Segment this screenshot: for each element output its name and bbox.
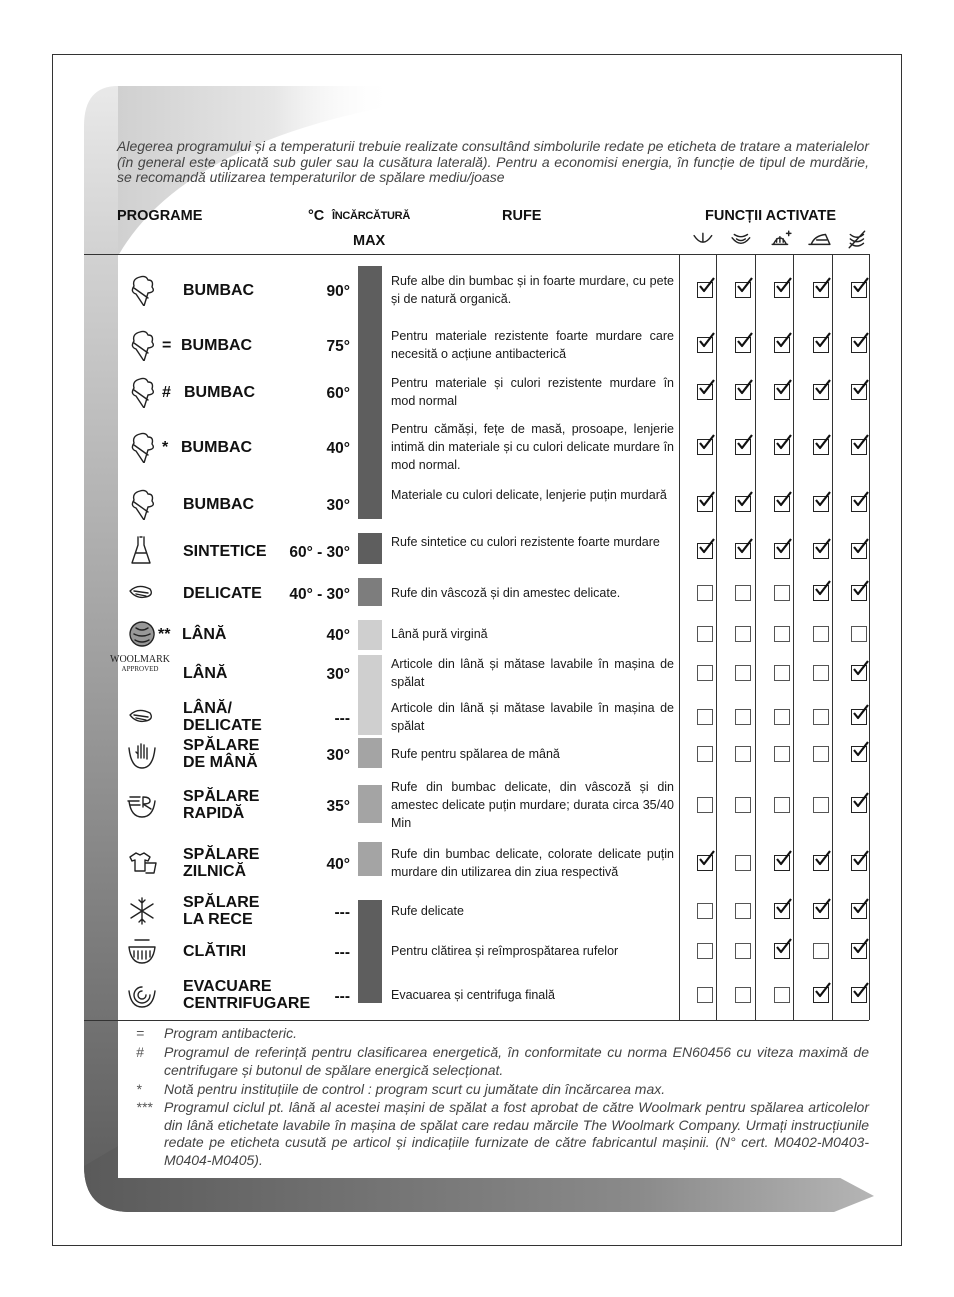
header-programe: PROGRAME [117, 208, 203, 224]
checkmark-icon [851, 792, 871, 812]
footnote-symbol: = [136, 1025, 145, 1041]
checkmark-icon [851, 982, 871, 1002]
function-checkbox-checked [774, 543, 790, 559]
program-description: Rufe din bumbac delicate, colorate delicate puțin murdare din utilizarea din ziua respectivă [391, 847, 674, 879]
checkmark-icon [774, 379, 794, 399]
function-checkbox-checked [735, 337, 751, 353]
function-checkbox-checked [813, 337, 829, 353]
function-checkbox-empty [774, 709, 790, 725]
program-temperature: 30° [326, 747, 350, 764]
checkmark-icon [851, 704, 871, 724]
program-description: Articole din lână și mătase lavabile în mașina de spălat [391, 657, 674, 689]
function-checkbox-empty [774, 746, 790, 762]
program-description: Pentru clătirea și reîmprospătarea rufelor [391, 944, 619, 958]
checkmark-icon [813, 491, 833, 511]
program-temperature: 60° - 30° [289, 544, 350, 561]
header-load-max: MAX [353, 233, 386, 249]
function-checkbox-empty [735, 746, 751, 762]
checkmark-icon [851, 580, 871, 600]
program-description: Rufe sintetice cu culori rezistente foarte murdare [391, 535, 660, 549]
program-temperature: 30° [326, 666, 350, 683]
function-checkbox-empty [774, 797, 790, 813]
program-row [0, 416, 954, 478]
function-checkbox-checked [735, 384, 751, 400]
cotton-icon [126, 274, 158, 306]
program-description: Pentru materiale rezistente foarte murdare care necesită o acțiune antibacterică [391, 329, 674, 361]
program-description: Pentru cămăși, fețe de masă, prosoape, lenjerie intimă din materiale și cu culori delicate murdare în mod normal. [391, 422, 674, 472]
checkmark-icon [697, 277, 717, 297]
checkmark-icon [813, 898, 833, 918]
checkmark-icon [851, 379, 871, 399]
checkmark-icon [851, 898, 871, 918]
function-checkbox-checked [735, 439, 751, 455]
checkmark-icon [735, 277, 755, 297]
function-checkbox-checked [774, 439, 790, 455]
function-checkbox-empty [774, 987, 790, 1003]
function-checkbox-empty [774, 585, 790, 601]
program-row [0, 776, 954, 834]
program-name: EVACUARE CENTRIFUGARE [183, 978, 311, 1012]
daily-icon [126, 847, 158, 879]
table-top-rule [84, 254, 869, 255]
program-name: BUMBAC [181, 438, 253, 456]
program-row [0, 972, 954, 1018]
program-description: Evacuarea și centrifuga finală [391, 988, 555, 1002]
program-description: Materiale cu culori delicate, lenjerie puțin murdară [391, 488, 667, 502]
delicate-icon [126, 701, 158, 733]
program-temperature: --- [334, 904, 350, 921]
program-mark: * [162, 438, 169, 456]
program-description: Rufe albe din bumbac și in foarte murdare, cu pete și de natură organică. [391, 274, 674, 306]
function-checkbox-empty [735, 943, 751, 959]
header-functii: FUNCȚII ACTIVATE [705, 208, 837, 224]
program-name: SPĂLARE ZILNICĂ [183, 846, 260, 880]
function-checkbox-empty [735, 797, 751, 813]
program-name: BUMBAC [183, 495, 255, 513]
function-checkbox-empty [697, 585, 713, 601]
function-checkbox-checked [774, 384, 790, 400]
function-checkbox-checked [851, 496, 867, 512]
function-checkbox-checked [851, 585, 867, 601]
function-checkbox-checked [697, 282, 713, 298]
program-row [0, 838, 954, 888]
function-checkbox-empty [813, 746, 829, 762]
checkmark-icon [851, 938, 871, 958]
cotton-icon [126, 376, 158, 408]
checkmark-icon [774, 491, 794, 511]
checkmark-icon [851, 434, 871, 454]
prewash-icon [691, 229, 717, 251]
program-temperature: --- [334, 710, 350, 727]
handwash-icon [126, 738, 158, 770]
function-checkbox-checked [813, 282, 829, 298]
program-row [0, 262, 954, 318]
program-temperature: 75° [326, 338, 350, 355]
checkmark-icon [735, 379, 755, 399]
checkmark-icon [813, 982, 833, 1002]
checkmark-icon [851, 538, 871, 558]
function-checkbox-checked [774, 943, 790, 959]
checkmark-icon [697, 379, 717, 399]
program-temperature: --- [334, 944, 350, 961]
function-checkbox-empty [735, 585, 751, 601]
program-mark: ** [158, 625, 171, 643]
header-rufe: RUFE [502, 208, 542, 224]
function-checkbox-checked [851, 384, 867, 400]
checkmark-icon [697, 850, 717, 870]
program-row [0, 737, 954, 771]
checkmark-icon [774, 434, 794, 454]
footnote-symbol: *** [136, 1099, 153, 1115]
function-checkbox-empty [697, 626, 713, 642]
woolmark-icon [110, 654, 170, 673]
function-checkbox-empty [735, 665, 751, 681]
function-checkbox-checked [851, 987, 867, 1003]
footnote-text: Notă pentru instituțiile de control : program scurt cu jumătate din încărcarea max. [164, 1081, 666, 1097]
program-name: CLĂTIRI [183, 942, 247, 960]
function-checkbox-checked [697, 384, 713, 400]
function-checkbox-checked [813, 987, 829, 1003]
checkmark-icon [774, 332, 794, 352]
function-checkbox-checked [851, 337, 867, 353]
program-temperature: --- [334, 988, 350, 1005]
function-checkbox-checked [813, 585, 829, 601]
function-checkbox-checked [813, 496, 829, 512]
cold-icon [126, 895, 158, 927]
function-checkbox-checked [851, 282, 867, 298]
program-temperature: 40° [326, 856, 350, 873]
cotton-icon [126, 329, 158, 361]
checkmark-icon [774, 898, 794, 918]
footnote-text: Programul ciclul pt. lână al acestei mașini de spălat a fost aprobat de către Woolmark pentru spălarea articolelor din lână etichetate lavabile în mașina de spălat care redau mărcile The Woolmark Company. Urmați instrucțiunile redate pe eticheta cusută pe articol și indicațiile furnizate de către fabricantul mașinii. (N° cert. M0402-M0403-M0404-M0405). [164, 1099, 869, 1168]
program-description: Rufe pentru spălarea de mână [391, 747, 560, 761]
checkmark-icon [774, 277, 794, 297]
program-row [0, 617, 954, 651]
function-checkbox-checked [813, 439, 829, 455]
function-checkbox-empty [813, 626, 829, 642]
program-temperature: 40° [326, 627, 350, 644]
function-checkbox-checked [735, 282, 751, 298]
program-name: SINTETICE [183, 542, 267, 560]
function-checkbox-checked [851, 665, 867, 681]
checkmark-icon [774, 938, 794, 958]
checkmark-icon [813, 332, 833, 352]
checkmark-icon [851, 741, 871, 761]
function-checkbox-checked [697, 855, 713, 871]
header-temp: °C [308, 208, 325, 224]
function-checkbox-checked [697, 543, 713, 559]
woolmark-line2: APPROVED [121, 665, 159, 673]
function-checkbox-empty [697, 709, 713, 725]
program-row [0, 575, 954, 611]
function-checkbox-checked [851, 746, 867, 762]
function-checkbox-checked [851, 903, 867, 919]
checkmark-icon [697, 538, 717, 558]
checkmark-icon [851, 332, 871, 352]
synthetic-icon [126, 535, 158, 567]
function-checkbox-empty [851, 626, 867, 642]
no-spin-icon [845, 229, 871, 251]
footnote-symbol: # [136, 1044, 144, 1060]
function-checkbox-checked [851, 439, 867, 455]
function-checkbox-checked [735, 496, 751, 512]
rapid-icon [126, 789, 158, 821]
checkmark-icon [774, 850, 794, 870]
function-checkbox-empty [735, 709, 751, 725]
program-temperature: 30° [326, 497, 350, 514]
function-checkbox-empty [813, 797, 829, 813]
program-name: SPĂLARE DE MÂNĂ [183, 737, 260, 771]
function-checkbox-empty [697, 943, 713, 959]
program-description: Lână pură virgină [391, 627, 488, 641]
footnote-symbol: * [136, 1081, 142, 1097]
checkmark-icon [697, 491, 717, 511]
header-load: ÎNCĂRCĂTURĂ [332, 210, 410, 222]
function-checkbox-empty [697, 987, 713, 1003]
program-name: SPĂLARE RAPIDĂ [183, 788, 260, 822]
cotton-icon [126, 488, 158, 520]
function-checkbox-checked [697, 337, 713, 353]
checkmark-icon [813, 277, 833, 297]
program-temperature: 35° [326, 798, 350, 815]
table-bottom-rule [84, 1020, 869, 1021]
cotton-icon [126, 431, 158, 463]
wool-icon [126, 618, 158, 650]
function-checkbox-empty [697, 797, 713, 813]
checkmark-icon [813, 538, 833, 558]
function-checkbox-checked [774, 903, 790, 919]
function-checkbox-checked [774, 496, 790, 512]
program-description: Rufe din bumbac delicate, din vâscoză și din amestec delicate puțin murdare; durata circa 35/40 Min [391, 780, 674, 830]
program-name: BUMBAC [181, 336, 253, 354]
function-checkbox-checked [813, 543, 829, 559]
function-checkbox-checked [697, 496, 713, 512]
intro-text: Alegerea programului și a temperaturii trebuie realizate consultând simbolurile redate pe eticheta de tratare a materialelor (în general este aplicată sub guler sau la cusătura laterală). Pentru a economisi energia, în funcție de tipul de murdărie, se recomandă utilizarea temperaturilor de spălare mediu/joase [117, 138, 869, 185]
checkmark-icon [813, 580, 833, 600]
extra-rinse-icon [768, 229, 794, 251]
function-checkbox-checked [813, 384, 829, 400]
program-row [0, 892, 954, 930]
program-description: Pentru materiale și culori rezistente murdare în mod normal [391, 376, 674, 408]
footnote-text: Program antibacteric. [164, 1025, 298, 1041]
program-description: Rufe delicate [391, 904, 464, 918]
checkmark-icon [697, 332, 717, 352]
function-checkbox-checked [813, 855, 829, 871]
program-temperature: 90° [326, 283, 350, 300]
checkmark-icon [735, 332, 755, 352]
checkmark-icon [851, 277, 871, 297]
program-temperature: 40° - 30° [289, 586, 350, 603]
function-checkbox-empty [735, 855, 751, 871]
function-checkbox-checked [851, 855, 867, 871]
checkmark-icon [774, 538, 794, 558]
easy-iron-icon [807, 229, 833, 251]
checkmark-icon [813, 434, 833, 454]
program-description: Articole din lână și mătase lavabile în mașina de spălat [391, 701, 674, 733]
spin-icon [126, 979, 158, 1011]
checkmark-icon [813, 850, 833, 870]
function-checkbox-checked [813, 903, 829, 919]
function-checkbox-empty [735, 903, 751, 919]
checkmark-icon [735, 434, 755, 454]
program-name: SPĂLARE LA RECE [183, 894, 260, 928]
program-name: LÂNĂ [182, 625, 227, 643]
program-description: Rufe din vâscoză și din amestec delicate. [391, 586, 621, 600]
function-checkbox-checked [851, 797, 867, 813]
footnote-text: Programul de referință pentru clasificarea energetică, în conformitate cu norma EN60456 cu viteza maximă de centrifugare și butonul de spălare energică selecționat. [164, 1044, 869, 1078]
checkmark-icon [697, 434, 717, 454]
function-checkbox-checked [697, 439, 713, 455]
program-row [0, 530, 954, 572]
program-row [0, 372, 954, 412]
function-checkbox-empty [813, 943, 829, 959]
stain-icon [729, 229, 755, 251]
checkmark-icon [851, 491, 871, 511]
program-name: LÂNĂ [183, 664, 228, 682]
program-name: BUMBAC [184, 383, 256, 401]
function-checkbox-checked [851, 943, 867, 959]
function-checkbox-empty [735, 626, 751, 642]
function-checkbox-empty [735, 987, 751, 1003]
rinse-icon [126, 935, 158, 967]
function-checkbox-checked [774, 337, 790, 353]
program-temperature: 60° [326, 385, 350, 402]
woolmark-line1: WOOLMARK [110, 654, 170, 665]
function-checkbox-empty [697, 903, 713, 919]
function-checkbox-empty [813, 709, 829, 725]
function-checkbox-checked [735, 543, 751, 559]
program-mark: = [162, 336, 172, 354]
program-row [0, 698, 954, 736]
program-row [0, 482, 954, 526]
function-checkbox-empty [774, 626, 790, 642]
checkmark-icon [813, 379, 833, 399]
delicate-icon [126, 577, 158, 609]
program-row [0, 652, 954, 694]
function-checkbox-checked [851, 543, 867, 559]
program-row [0, 322, 954, 368]
function-checkbox-empty [697, 665, 713, 681]
function-checkbox-empty [697, 746, 713, 762]
checkmark-icon [735, 491, 755, 511]
function-checkbox-checked [774, 855, 790, 871]
program-name: BUMBAC [183, 281, 255, 299]
function-checkbox-empty [774, 665, 790, 681]
checkmark-icon [851, 660, 871, 680]
function-checkbox-checked [851, 709, 867, 725]
program-row [0, 932, 954, 970]
program-name: LÂNĂ/ DELICATE [183, 700, 262, 734]
program-temperature: 40° [326, 440, 350, 457]
function-checkbox-empty [813, 665, 829, 681]
checkmark-icon [851, 850, 871, 870]
function-checkbox-checked [774, 282, 790, 298]
program-mark: # [162, 383, 171, 401]
checkmark-icon [735, 538, 755, 558]
program-name: DELICATE [183, 584, 262, 602]
